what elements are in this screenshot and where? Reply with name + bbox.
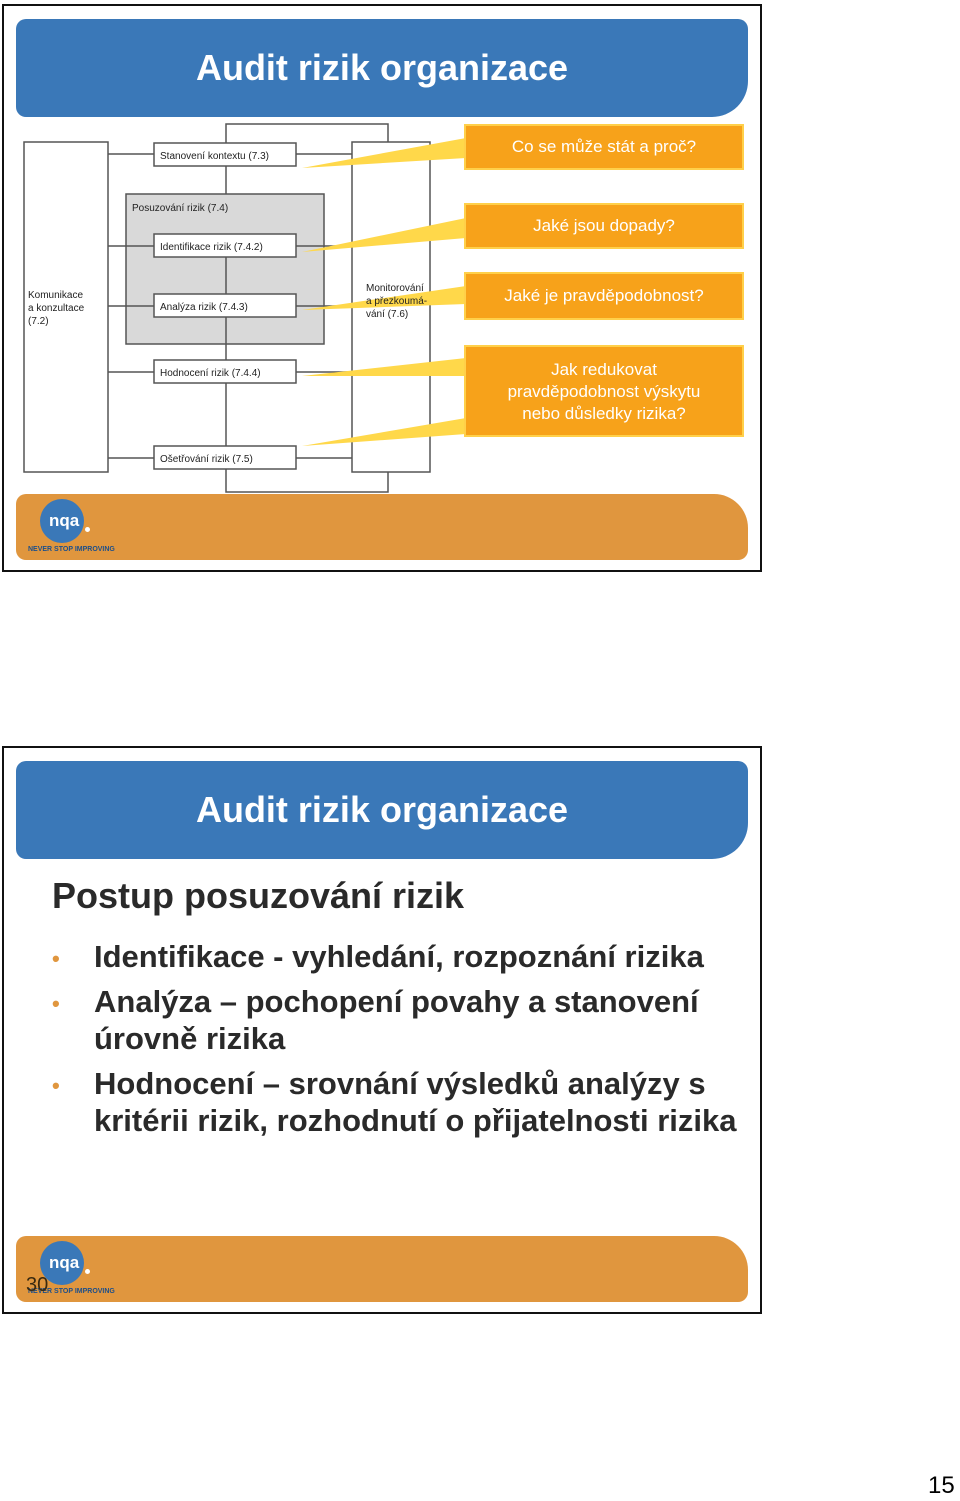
- label-posuzovani: Posuzování rizik (7.4): [132, 203, 229, 214]
- slide-number: 30: [26, 1274, 49, 1296]
- bullet-marker: •: [52, 946, 60, 971]
- title-bar: [16, 761, 748, 859]
- callout-1: Co se může stát a proč?: [464, 124, 744, 170]
- bullet-identifikace: • Identifikace - vyhledání, rozpoznání rizika: [50, 938, 750, 975]
- footer-bar: [16, 494, 748, 560]
- nqa-logo: nqa NEVER STOP IMPROVING: [26, 499, 136, 557]
- slide-2: [2, 746, 762, 1314]
- nqa-logo: nqa NEVER STOP IMPROVING: [26, 1241, 136, 1299]
- callout-2: Jaké jsou dopady?: [464, 203, 744, 249]
- label-osetrovani: Ošetřování rizik (7.5): [160, 454, 253, 465]
- label-komunikace-1: Komunikace: [28, 290, 84, 301]
- slide-1: [2, 4, 762, 572]
- label-monitorovani-2: a přezkoumá-: [366, 296, 428, 307]
- assessment-box: [126, 194, 324, 344]
- slide-title: Audit rizik organizace: [195, 789, 569, 830]
- label-identifikace: Identifikace rizik (7.4.2): [160, 242, 263, 253]
- label-komunikace-3: (7.2): [28, 316, 49, 327]
- callout-3: Jaké je pravděpodobnost?: [464, 272, 744, 320]
- label-stanoveni: Stanovení kontextu (7.3): [160, 151, 269, 162]
- bullet-analyza: • Analýza – pochopení povahy a stanovení úrovně rizika: [52, 984, 699, 1056]
- label-komunikace-2: a konzultace: [28, 303, 85, 314]
- slide-title: Audit rizik organizace: [195, 47, 569, 88]
- label-monitorovani-1: Monitorování: [366, 283, 424, 294]
- label-analyza: Analýza rizik (7.4.3): [160, 302, 248, 313]
- bullet-hodnoceni: • Hodnocení – srovnání výsledků analýzy s kritérii rizik, rozhodnutí o přijatelnosti rizika: [52, 1066, 737, 1138]
- bullet-marker: •: [52, 1073, 60, 1098]
- label-monitorovani-3: vání (7.6): [366, 309, 409, 320]
- footer-bar: [16, 1236, 748, 1302]
- label-hodnoceni: Hodnocení rizik (7.4.4): [160, 368, 261, 379]
- bullet-list: [50, 938, 750, 1147]
- slide-subtitle: Postup posuzování rizik: [52, 875, 465, 916]
- callout-4: Jak redukovat pravděpodobnost výskytu nebo důsledky rizika?: [464, 345, 744, 437]
- page-number: 15: [928, 1472, 955, 1499]
- bullet-marker: •: [52, 991, 60, 1016]
